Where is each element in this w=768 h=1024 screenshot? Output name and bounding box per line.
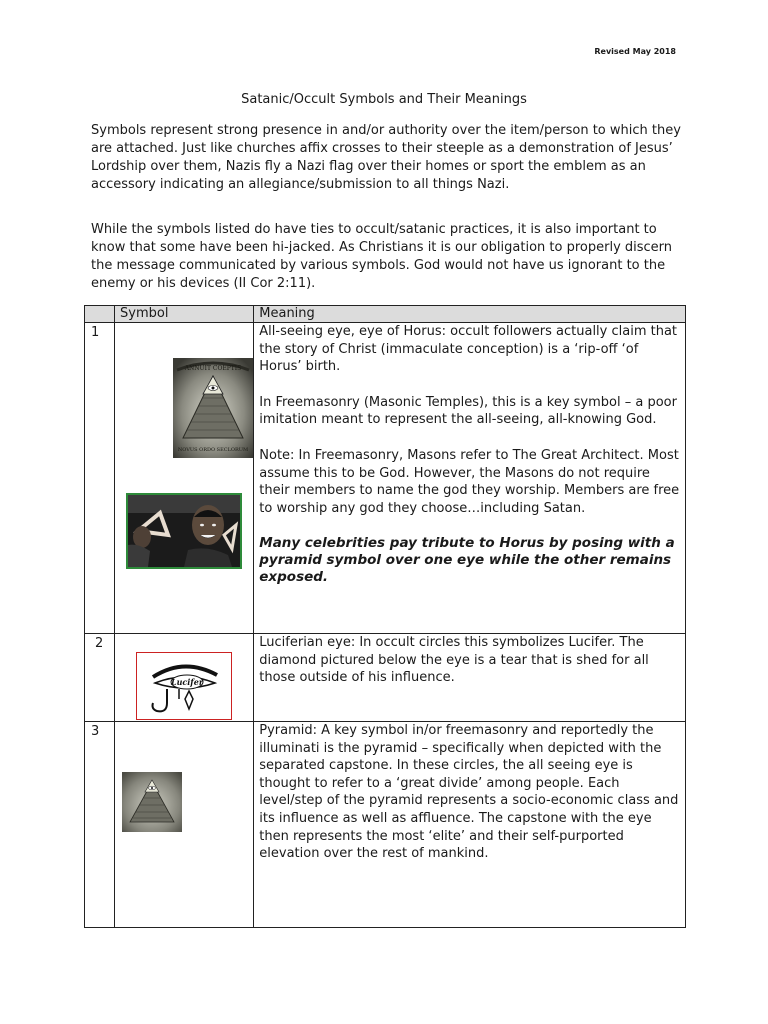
- header-number: [85, 306, 115, 323]
- intro-paragraph-1: Symbols represent strong presence in and/or authority over the item/person to which they are attached. Just like churches affix crosses to their steeple as a demonstration of Jesus’ Lordship over them, Nazis fly a Nazi flag over their homes or sport the emblem as an accessory indicating an allegiance/submission to all things Nazi.: [91, 123, 681, 192]
- symbol-cell: [115, 722, 254, 928]
- luciferian-eye-image: [136, 652, 232, 720]
- celebrity-triangle-hand-sign-photo: [126, 493, 242, 569]
- meaning-paragraph: Pyramid: A key symbol in/or freemasonry and reportedly the illuminati is the pyramid – specifically when depicted with the separated capstone. In these circles, the all seeing eye is thought to refer to a ‘great divide’ among people. Each level/step of the pyramid represents a socio-economic class and its influence as well as affluence. The capstone with the eye then represents the most ‘elite’ and their self-purported elevation over the rest of mankind.: [259, 723, 679, 862]
- meaning-emphasis: Many celebrities pay tribute to Horus by posing with a pyramid symbol over one eye while the other remains exposed.: [259, 535, 675, 586]
- meaning-cell: [254, 323, 686, 634]
- meaning-paragraph: All-seeing eye, eye of Horus: occult followers actually claim that the story of Christ (immaculate conception) is a ‘rip-off ‘of Horus’ birth.: [259, 324, 678, 375]
- row-number: 1: [85, 323, 115, 634]
- svg-text:NOVUS ORDO SECLORUM: NOVUS ORDO SECLORUM: [177, 447, 249, 453]
- symbol-cell: [115, 634, 254, 722]
- meaning-paragraph: In Freemasonry (Masonic Temples), this is a key symbol – a poor imitation meant to represent the all-seeing, all-knowing God.: [259, 394, 677, 428]
- table-row: [85, 634, 686, 722]
- table-header-row: [85, 306, 686, 323]
- lucifer-label: Lucifer: [170, 677, 204, 687]
- meaning-paragraph: Note: In Freemasonry, Masons refer to The Great Architect. Most assume this to be God. However, the Masons do not require their members to name the god they worship. Members are free to worship any god they choose…including Satan.: [259, 447, 680, 516]
- revised-date: Revised May 2018: [594, 47, 676, 56]
- row-number: 3: [85, 722, 115, 928]
- symbols-table: [84, 305, 686, 928]
- svg-text:ANNUIT COEPTIS: ANNUIT COEPTIS: [184, 365, 242, 372]
- table-row: [85, 323, 686, 634]
- row-number: 2: [85, 634, 115, 722]
- dollar-pyramid-eye-image: [173, 358, 253, 458]
- symbol-cell: [115, 323, 254, 634]
- intro-paragraph-2: While the symbols listed do have ties to occult/satanic practices, it is also important to know that some have been hi-jacked. As Christians it is our obligation to properly discern the message communicated by various symbols. God would not have us ignorant to the enemy or his devices (II Cor 2:11).: [91, 222, 673, 291]
- table-row: [85, 722, 686, 928]
- header-symbol: Symbol: [115, 306, 254, 323]
- header-meaning: Meaning: [254, 306, 686, 323]
- document-title: Satanic/Occult Symbols and Their Meanings: [241, 92, 527, 107]
- pyramid-capstone-image: [122, 772, 182, 832]
- meaning-paragraph: Luciferian eye: In occult circles this symbolizes Lucifer. The diamond pictured below the eye is a tear that is shed for all those outside of his influence.: [259, 635, 649, 686]
- meaning-cell: [254, 722, 686, 928]
- meaning-cell: [254, 634, 686, 722]
